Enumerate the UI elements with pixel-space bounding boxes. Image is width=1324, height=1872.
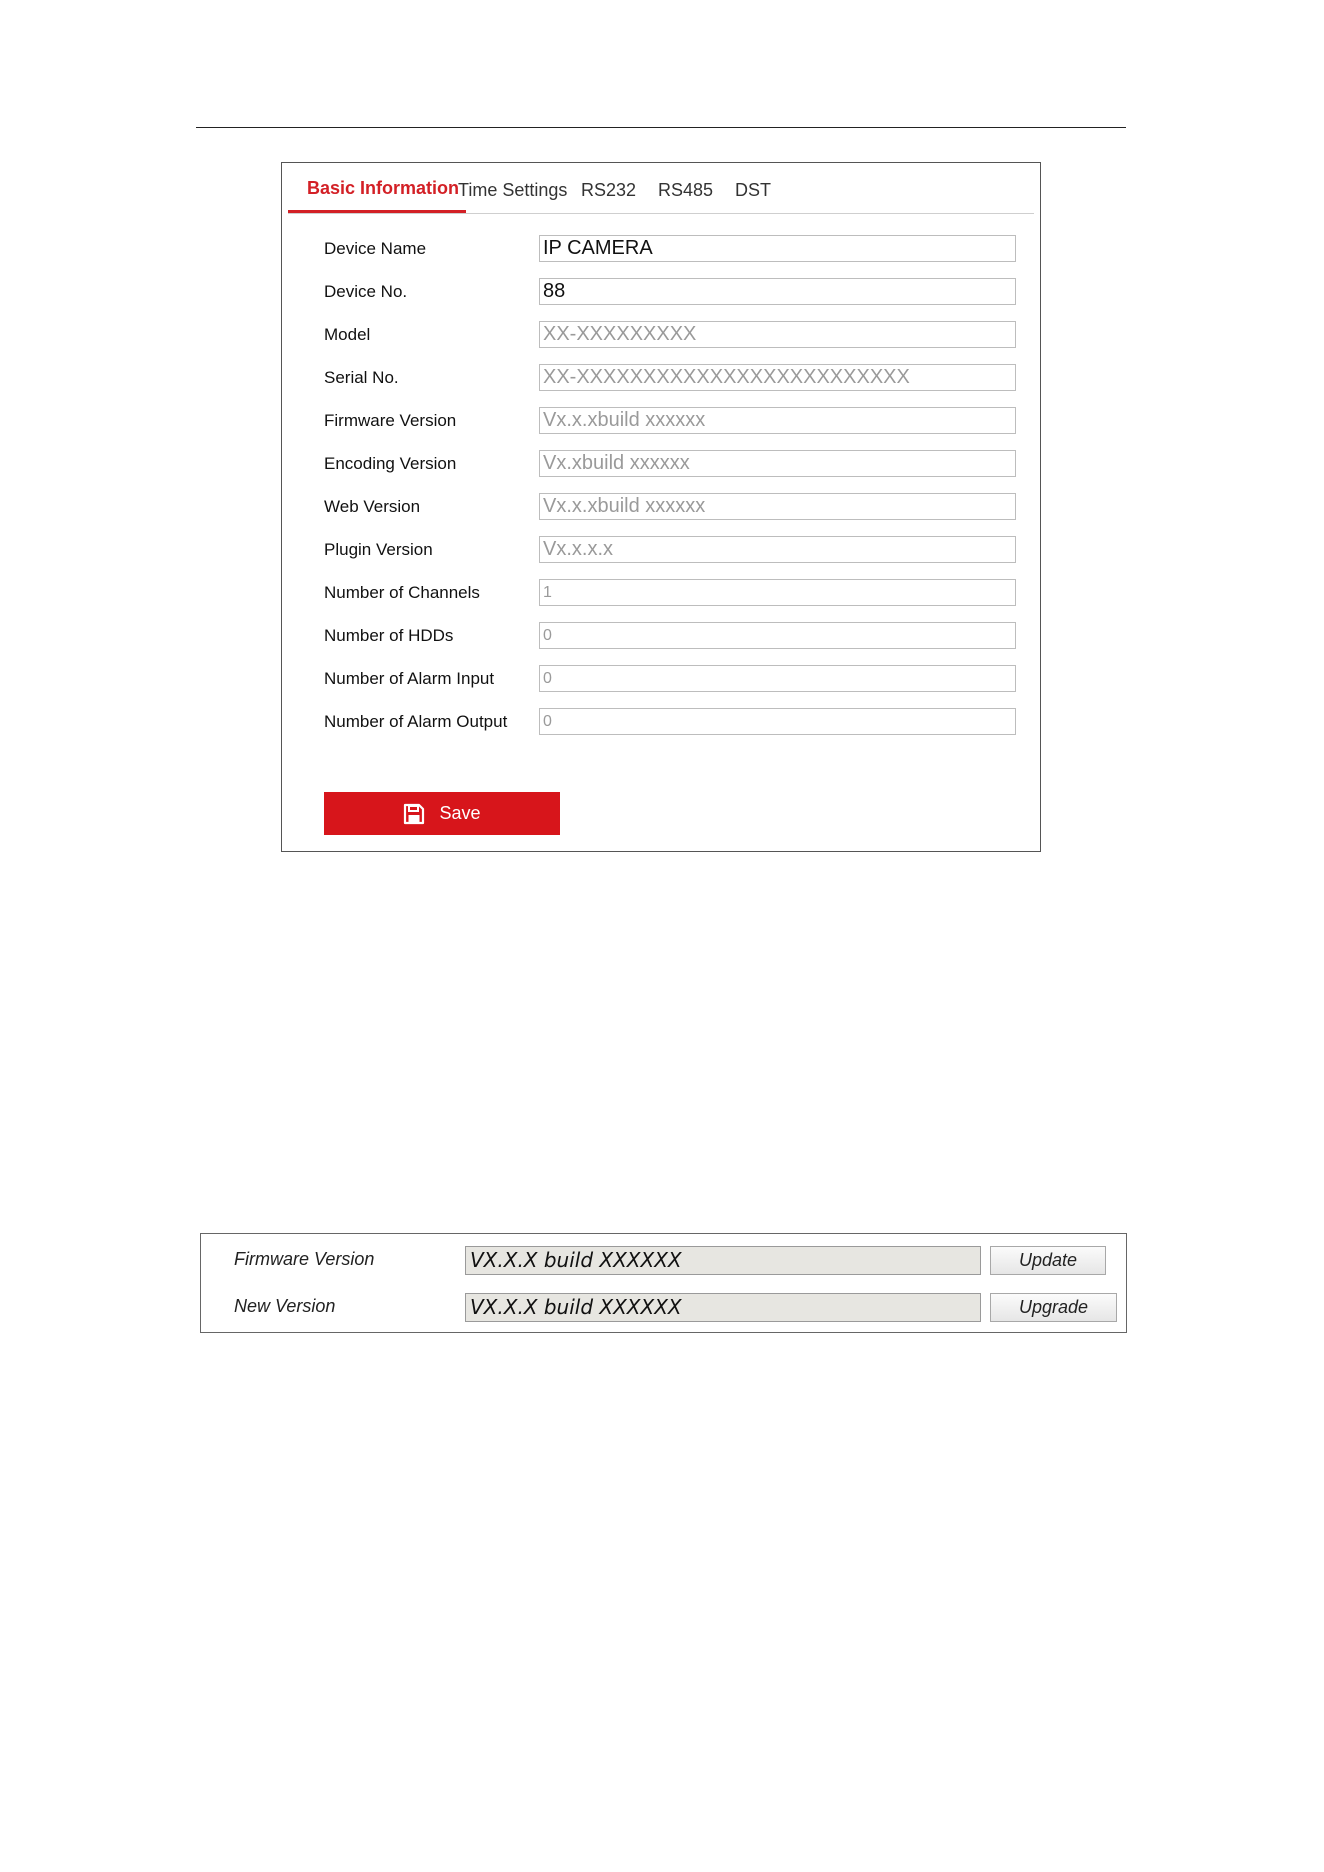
encoding-version-field: Vx.xbuild xxxxxx [539, 450, 1016, 477]
number-of-alarm-input-label: Number of Alarm Input [324, 669, 495, 688]
firmware-version-label: Firmware Version [324, 411, 457, 430]
serial-no-field: XX-XXXXXXXXXXXXXXXXXXXXXXXXX [539, 364, 1016, 391]
device-no-label: Device No. [324, 282, 408, 301]
save-icon [403, 803, 425, 825]
update-button[interactable]: Update [990, 1246, 1106, 1275]
web-version-label: Web Version [324, 497, 421, 516]
number-of-alarm-output-label: Number of Alarm Output [324, 712, 508, 731]
current-firmware-field: VX.X.X build XXXXXX [465, 1246, 981, 1275]
number-of-hdds-label: Number of HDDs [324, 626, 454, 645]
number-of-alarm-input-field: 0 [539, 665, 1016, 692]
new-version-label: New Version [234, 1296, 336, 1316]
device-name-input[interactable]: IP CAMERA [539, 235, 1016, 262]
plugin-version-label: Plugin Version [324, 540, 433, 559]
tab-dst[interactable]: DST [735, 180, 771, 200]
firmware-version-label-upgrade: Firmware Version [234, 1249, 375, 1269]
save-button-label: Save [439, 803, 481, 823]
tab-rs232[interactable]: RS232 [581, 180, 637, 200]
page-header-rule [196, 127, 1126, 128]
new-version-field: VX.X.X build XXXXXX [465, 1293, 981, 1322]
encoding-version-label: Encoding Version [324, 454, 457, 473]
plugin-version-field: Vx.x.x.x [539, 536, 1016, 563]
tab-rs485[interactable]: RS485 [658, 180, 714, 200]
active-tab-indicator [288, 210, 466, 213]
upgrade-button[interactable]: Upgrade [990, 1293, 1117, 1322]
device-name-label: Device Name [324, 239, 427, 258]
web-version-field: Vx.x.xbuild xxxxxx [539, 493, 1016, 520]
model-label: Model [324, 325, 371, 344]
firmware-upgrade-panel [200, 1233, 1127, 1333]
tab-time-settings[interactable]: Time Settings [458, 180, 568, 200]
number-of-channels-field: 1 [539, 579, 1016, 606]
device-no-input[interactable]: 88 [539, 278, 1016, 305]
serial-no-label: Serial No. [324, 368, 399, 387]
number-of-alarm-output-field: 0 [539, 708, 1016, 735]
basic-information-panel [281, 162, 1041, 852]
save-button[interactable] [324, 792, 560, 835]
number-of-hdds-field: 0 [539, 622, 1016, 649]
tab-bar [288, 163, 1034, 214]
tab-basic-information[interactable]: Basic Information [307, 178, 460, 198]
model-field: XX-XXXXXXXXX [539, 321, 1016, 348]
firmware-version-field: Vx.x.xbuild xxxxxx [539, 407, 1016, 434]
number-of-channels-label: Number of Channels [324, 583, 480, 602]
